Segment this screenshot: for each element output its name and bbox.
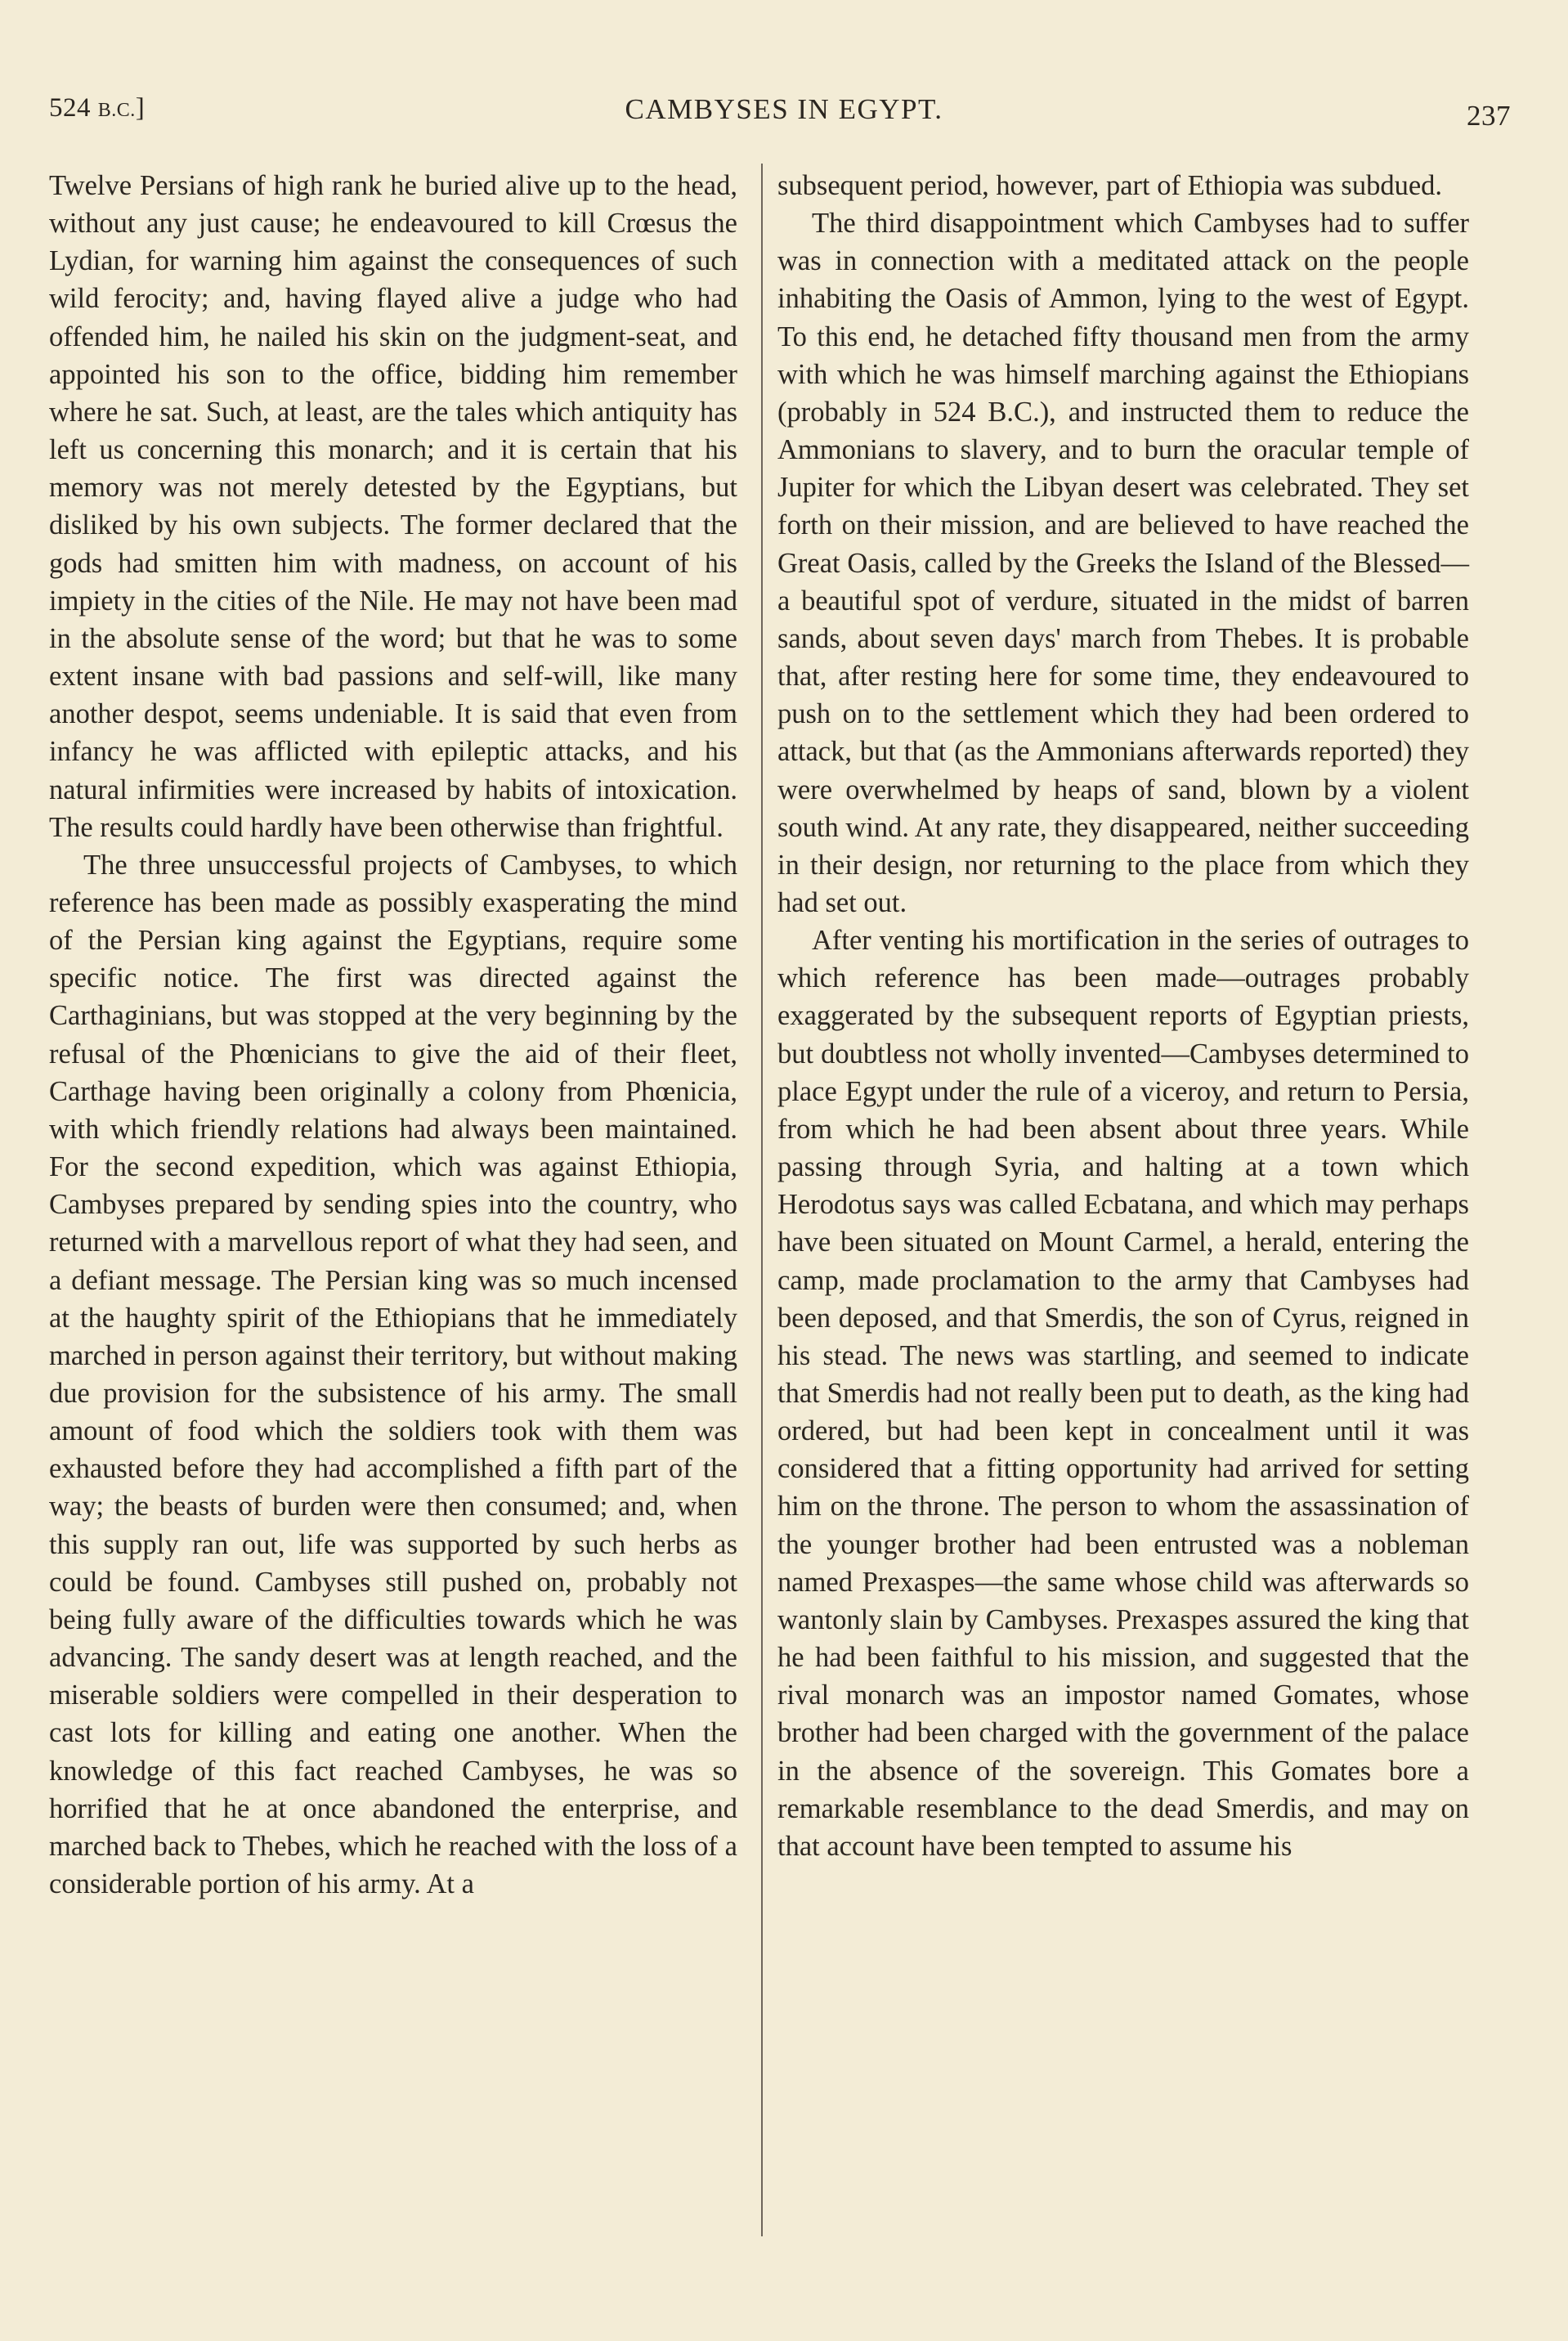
right-paragraph-3: After venting his mortification in the series of outrages to which reference has been made—outrages probably exaggerated by the subsequent reports of Egyptian priests, but doubtless not wholly invented—Cambyses determined to place Egypt under the rule of a viceroy, and return to Persia, from which he had been absent about three years. While passing through Syria, and halting at a town which Herodotus says was called Ecbatana, and which may perhaps have been situated on Mount Carmel, a herald, entering the camp, made proclamation to the army that Cambyses had been deposed, and that Smerdis, the son of Cyrus, reigned in his stead. The news was startling, and seemed to indicate that Smerdis had not really been put to death, as the king had ordered, but had been kept in concealment until it was considered that a fitting opportunity had arrived for setting him on the throne. The person to whom the assassination of the younger brother had been entrusted was a nobleman named Prexaspes—the same whose child was afterwards so wantonly slain by Cambyses. Prexaspes assured the king that he had been faithful to his mission, and suggested that the rival monarch was an impostor named Gomates, whose brother had been charged with the government of the palace in the absence of the sovereign. This Gomates bore a remarkable resemblance to the dead Smerdis, and may on that account have been tempted to assume his (777, 925, 1469, 1862)
right-paragraph-2: The third disappointment which Cambyses had to suffer was in connection with a meditated attack on the people inhabiting the Oasis of Ammon, lying to the west of Egypt. To this end, he detached fifty thousand men from the army with which he was himself marching against the Ethiopians (probably in 524 B.C.), and instructed them to reduce the Ammonians to slavery, and to burn the oracular temple of Jupiter for which the Libyan desert was celebrated. They set forth on their mission, and are believed to have reached the Great Oasis, called by the Greeks the Island of the Blessed—a beautiful spot of verdure, situated in the midst of barren sands, about seven days' march from Thebes. It is probable that, after resting here for some time, they endeavoured to push on to the settlement which they had been ordered to attack, but that (as the Ammonians afterwards reported) they were overwhelmed by heaps of sand, blown by a violent south wind. At any rate, they disappeared, neither succeeding in their design, nor returning to the place from which they had set out. (777, 208, 1469, 918)
left-paragraph-1: Twelve Persians of high rank he buried alive up to the head, without any just cause; he endeavoured to kill Crœsus the Lydian, for warning him against the consequences of such wild ferocity; and, having flayed alive a judge who had offended him, he nailed his skin on the judgment-seat, and appointed his son to the office, bidding him remember where he sat. Such, at least, are the tales which antiquity has left us concerning this monarch; and it is certain that his memory was not merely detested by the Egyptians, but disliked by his own subjects. The former declared that the gods had smitten him with madness, on account of his impiety in the cities of the Nile. He may not have been mad in the absolute sense of the word; but that he was to some extent insane with bad passions and self-will, like many another despot, seems undeniable. It is said that even from infancy he was afflicted with epileptic attacks, and his natural infirmities were increased by habits of intoxication. The results could hardly have been otherwise than frightful. (49, 170, 737, 843)
running-header (49, 85, 1519, 134)
left-column (49, 167, 737, 1903)
header-year: 524 (49, 93, 91, 123)
header-bracket: ] (135, 93, 146, 123)
page-number: 237 (1467, 100, 1511, 132)
page-title: CAMBYSES IN EGYPT. (625, 93, 943, 125)
column-divider (761, 164, 763, 2236)
header-era: B.C. (97, 100, 136, 121)
right-column (777, 167, 1469, 1865)
right-paragraph-1: subsequent period, however, part of Ethiopia was subdued. (777, 170, 1443, 201)
left-paragraph-2: The three unsuccessful projects of Cambyses, to which reference has been made as possibly exasperating the mind of the Persian king against the Egyptians, require some specific notice. The first was directed against the Carthaginians, but was stopped at the very beginning by the refusal of the Phœnicians to give the aid of their fleet, Carthage having been originally a colony from Phœnicia, with which friendly relations had always been maintained. For the second expedition, which was against Ethiopia, Cambyses prepared by sending spies into the country, who returned with a marvellous report of what they had seen, and a defiant message. The Persian king was so much incensed at the haughty spirit of the Ethiopians that he immediately marched in person against their territory, but without making due provision for the subsistence of his army. The small amount of food which the soldiers took with them was exhausted before they had accomplished a fifth part of the way; the beasts of burden were then consumed; and, when this supply ran out, life was supported by such herbs as could be found. Cambyses still pushed on, probably not being fully aware of the difficulties towards which he was advancing. The sandy desert was at length reached, and the miserable soldiers were compelled in their desperation to cast lots for killing and eating one another. When the knowledge of this fact reached Cambyses, he was so horrified that he at once abandoned the enterprise, and marched back to Thebes, which he reached with the loss of a considerable portion of his army. At a (49, 849, 737, 1900)
